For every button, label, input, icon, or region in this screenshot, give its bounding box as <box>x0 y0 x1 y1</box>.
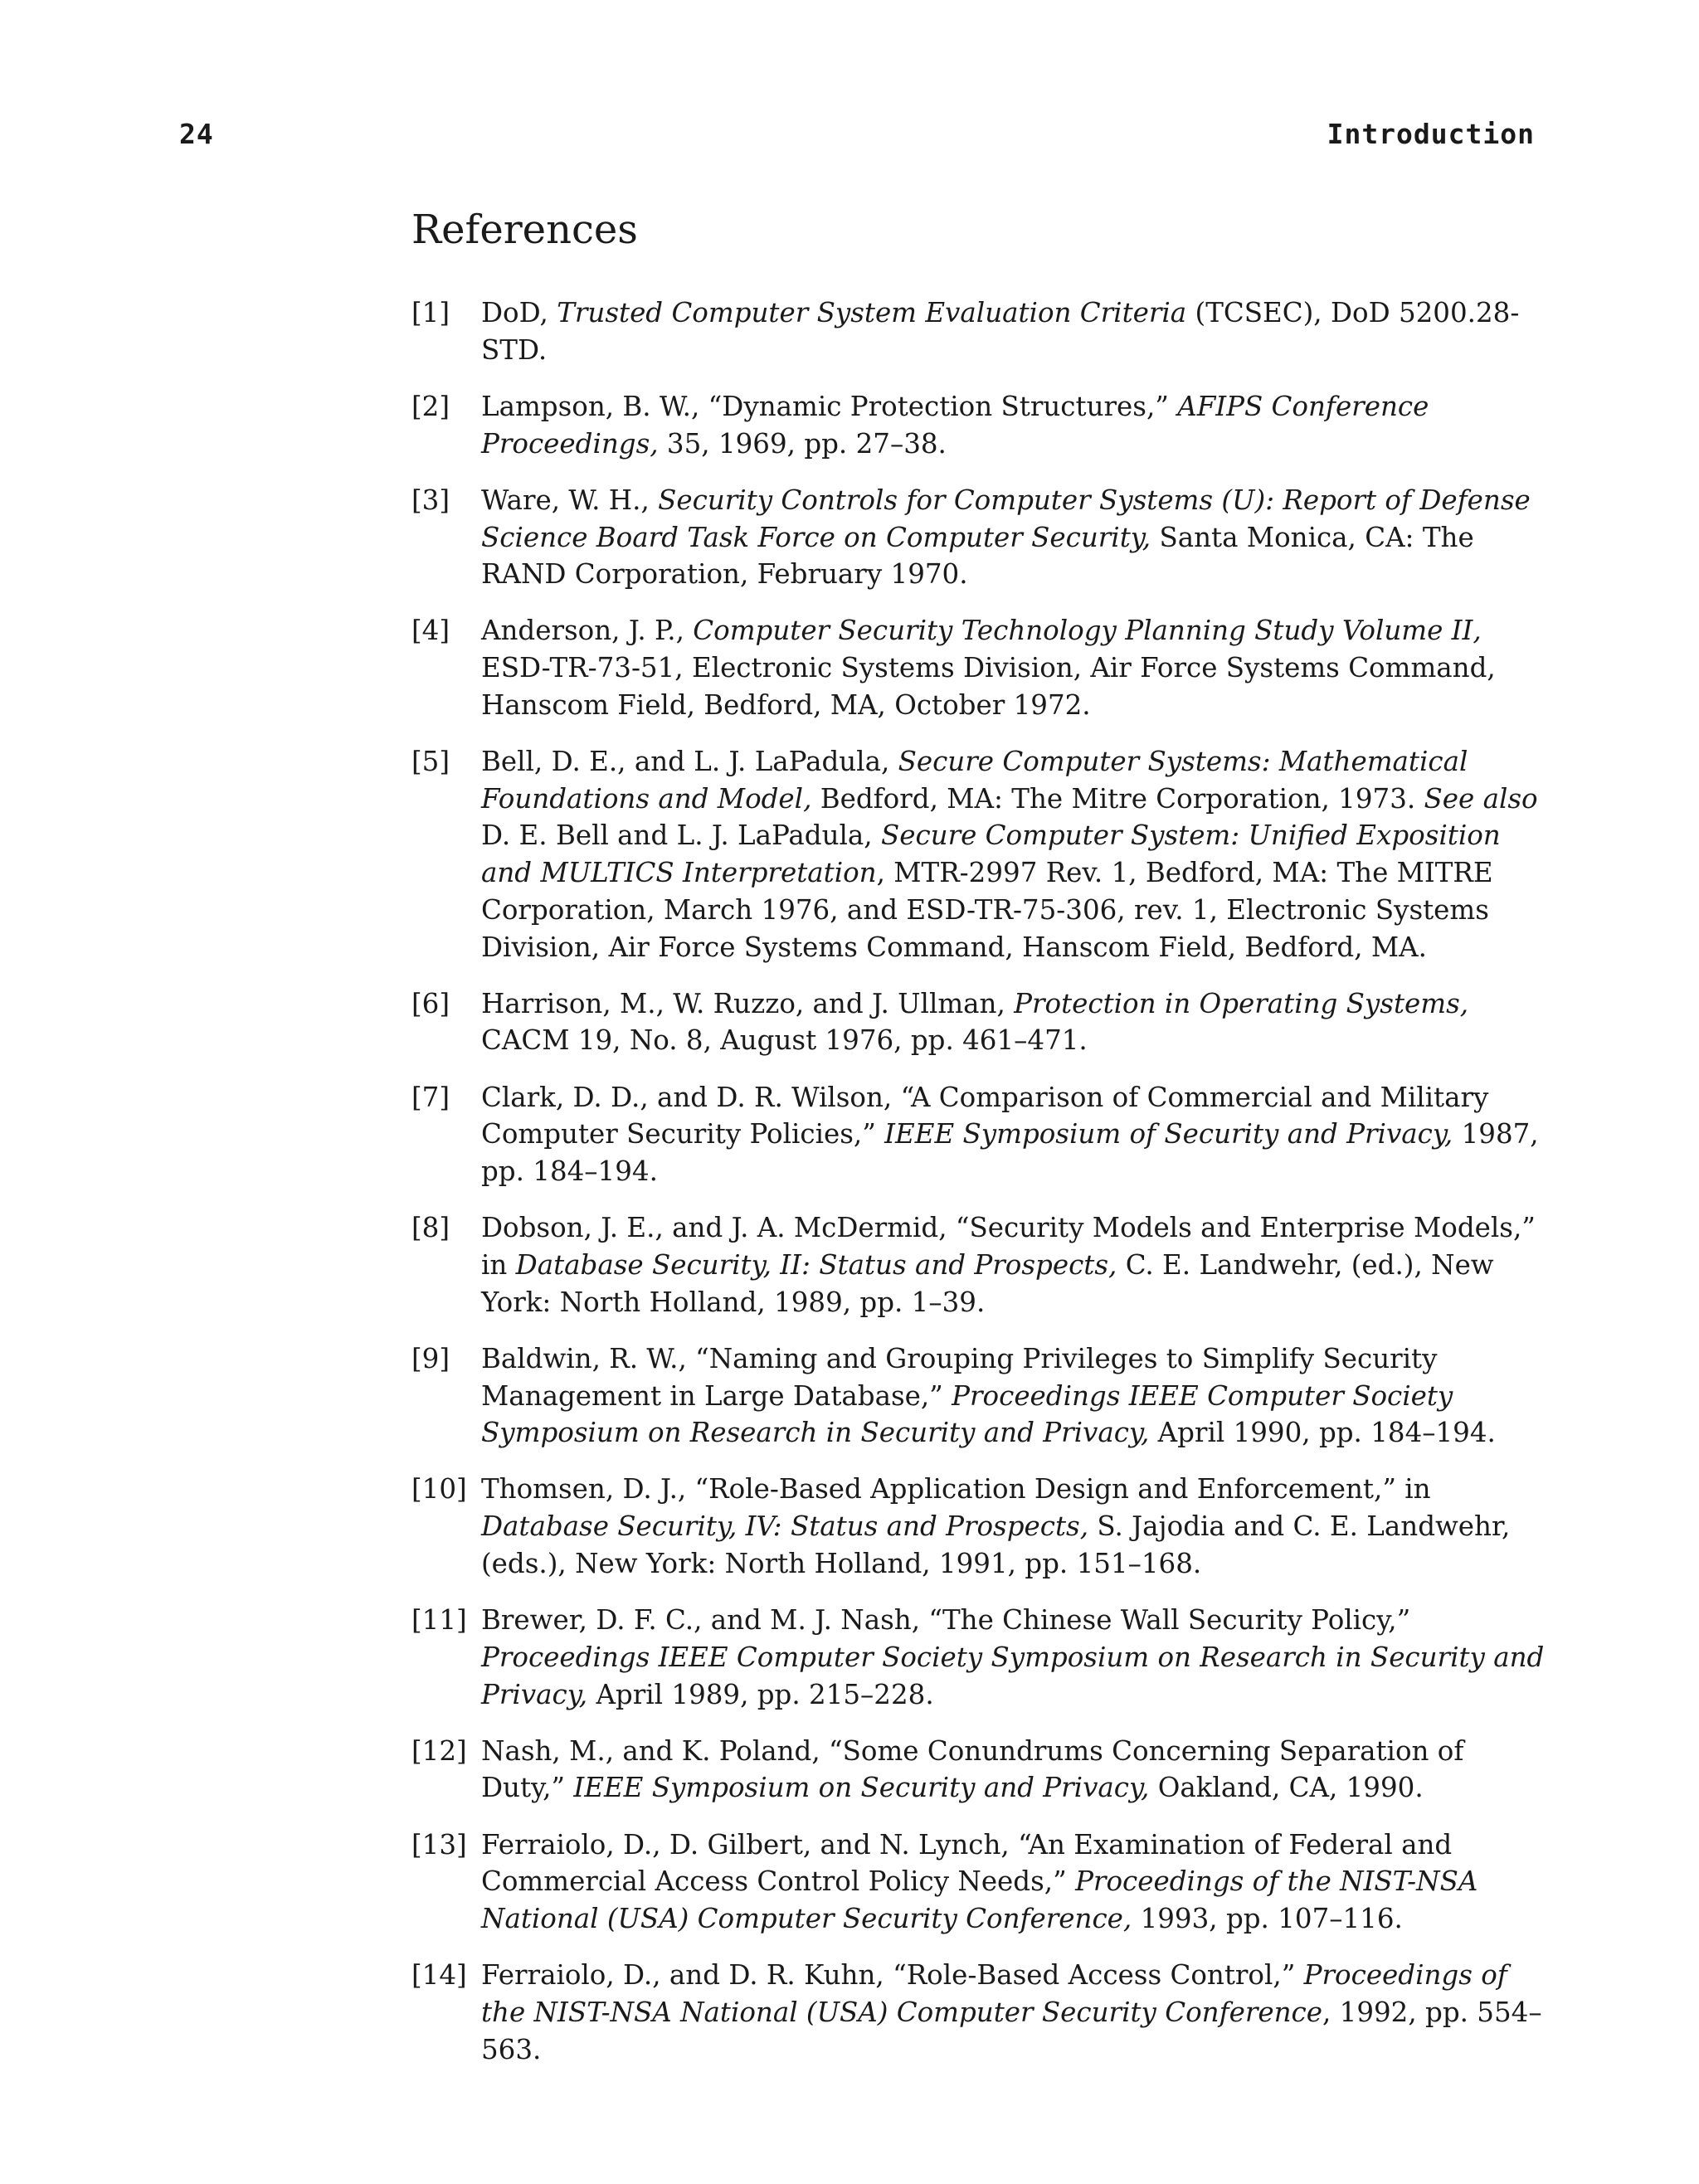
reference-text-segment: April 1989, pp. 215–228. <box>587 1678 934 1710</box>
reference-text-segment: 35, 1969, pp. 27–38. <box>658 427 947 460</box>
reference-entry <box>411 294 1548 368</box>
reference-number: [5] <box>411 746 450 778</box>
reference-text <box>481 612 1548 723</box>
reference-text <box>481 294 1548 368</box>
reference-number: [3] <box>411 484 450 516</box>
reference-entry <box>411 612 1548 723</box>
reference-text <box>481 1209 1548 1321</box>
reference-entry <box>411 985 1548 1059</box>
page-number: 24 <box>179 118 214 150</box>
reference-text-segment: S. Jajodia and C. E. Landwehr, (eds.), New York: North Holland, 1991, pp. 151–168. <box>481 1510 1511 1579</box>
reference-number: [7] <box>411 1081 450 1113</box>
reference-text-segment: , 1992, pp. 554–563. <box>481 1996 1542 2065</box>
reference-entry <box>411 1209 1548 1321</box>
reference-number: [9] <box>411 1342 450 1374</box>
reference-text-segment: (TCSEC), DoD 5200.28-STD. <box>481 297 1520 366</box>
reference-text-segment: Baldwin, R. W., “Naming and Grouping Privileges to Simplify Security Management in Large Database,” <box>481 1342 1438 1412</box>
reference-number: [8] <box>411 1212 450 1244</box>
reference-title-italic: Secure Computer Systems: Mathematical Foundations and Model, <box>481 746 1468 815</box>
reference-text <box>481 1957 1548 2068</box>
reference-entry <box>411 1079 1548 1190</box>
reference-text-segment: Santa Monica, CA: The RAND Corporation, February 1970. <box>481 521 1474 591</box>
reference-text-segment: Oakland, CA, 1990. <box>1149 1772 1424 1804</box>
reference-text-segment: Harrison, M., W. Ruzzo, and J. Ullman, <box>481 987 1015 1019</box>
running-title: Introduction <box>1327 118 1535 150</box>
reference-title-italic: Protection in Operating Systems, <box>1014 987 1469 1019</box>
reference-text-segment: Bedford, MA: The Mitre Corporation, 1973. <box>811 782 1424 815</box>
reference-entry <box>411 1471 1548 1582</box>
reference-title-italic: Secure Computer System: Unified Exposition and MULTICS Interpretation <box>481 820 1501 889</box>
reference-text-segment: CACM 19, No. 8, August 1976, pp. 461–471. <box>481 1024 1088 1057</box>
running-head <box>179 118 1535 154</box>
reference-title-italic: IEEE Symposium of Security and Privacy, <box>884 1118 1453 1150</box>
section-title: References <box>411 207 638 253</box>
reference-title-italic: See also <box>1424 782 1538 815</box>
reference-text-segment: 1987, pp. 184–194. <box>481 1118 1539 1188</box>
reference-text <box>481 388 1548 462</box>
reference-text <box>481 1826 1548 1938</box>
reference-entry <box>411 1602 1548 1713</box>
reference-text <box>481 1471 1548 1582</box>
reference-number: [4] <box>411 615 450 647</box>
reference-text-segment: Clark, D. D., and D. R. Wilson, “A Comparison of Commercial and Military Computer Security Policies,” <box>481 1081 1489 1150</box>
reference-title-italic: Trusted Computer System Evaluation Criteria <box>557 297 1187 328</box>
reference-text <box>481 1079 1548 1190</box>
reference-entry <box>411 743 1548 966</box>
reference-entry <box>411 1733 1548 1807</box>
reference-text-segment: D. E. Bell and L. J. LaPadula, <box>481 820 881 852</box>
reference-text-segment: , MTR-2997 Rev. 1, Bedford, MA: The MITRE Corporation, March 1976, and ESD-TR-75-306, rev. 1, Electronic Systems Division, Air Force Systems Command, Hanscom Field, Bedford, MA. <box>481 857 1493 963</box>
reference-text-segment: DoD, <box>481 297 557 328</box>
reference-number: [12] <box>411 1734 467 1767</box>
reference-number: [2] <box>411 390 450 422</box>
reference-text-segment: Anderson, J. P., <box>481 615 694 647</box>
reference-text-segment: Bell, D. E., and L. J. LaPadula, <box>481 746 898 778</box>
reference-title-italic: Proceedings of the NIST-NSA National (USA) Computer Security Conference <box>481 1959 1507 2028</box>
reference-entry <box>411 482 1548 593</box>
reference-title-italic: IEEE Symposium on Security and Privacy, <box>573 1772 1150 1804</box>
reference-entry <box>411 388 1548 462</box>
reference-text-segment: Nash, M., and K. Poland, “Some Conundrums Concerning Separation of Duty,” <box>481 1734 1464 1804</box>
reference-entry <box>411 1340 1548 1452</box>
reference-text-segment: Ferraiolo, D., D. Gilbert, and N. Lynch, “An Examination of Federal and Commercial Access Control Policy Needs,” <box>481 1828 1453 1898</box>
reference-number: [1] <box>411 297 450 328</box>
reference-text-segment: C. E. Landwehr, (ed.), New York: North Holland, 1989, pp. 1–39. <box>481 1248 1494 1318</box>
reference-text-segment: ESD-TR-73-51, Electronic Systems Division, Air Force Systems Command, Hanscom Field, Bedford, MA, October 1972. <box>481 652 1496 721</box>
reference-text <box>481 985 1548 1059</box>
reference-title-italic: Security Controls for Computer Systems (U): Report of Defense Science Board Task Force on Computer Security, <box>481 484 1531 553</box>
reference-title-italic: Proceedings IEEE Computer Society Symposium on Research in Security and Privacy, <box>481 1641 1545 1710</box>
reference-text-segment: Ware, W. H., <box>481 484 659 516</box>
reference-text <box>481 1340 1548 1452</box>
reference-title-italic: Proceedings of the NIST-NSA National (USA) Computer Security Conference, <box>481 1865 1478 1935</box>
reference-text <box>481 1602 1548 1713</box>
reference-number: [14] <box>411 1959 467 1992</box>
reference-entry <box>411 1957 1548 2068</box>
reference-text-segment: April 1990, pp. 184–194. <box>1149 1417 1496 1449</box>
reference-text <box>481 1733 1548 1807</box>
reference-text-segment: Ferraiolo, D., and D. R. Kuhn, “Role-Based Access Control,” <box>481 1959 1304 1992</box>
reference-title-italic: AFIPS Conference Proceedings, <box>481 390 1429 460</box>
reference-number: [13] <box>411 1828 467 1861</box>
reference-number: [6] <box>411 987 450 1019</box>
reference-text <box>481 482 1548 593</box>
reference-title-italic: Database Security, IV: Status and Prospects, <box>481 1510 1089 1543</box>
reference-entry <box>411 1826 1548 1938</box>
reference-title-italic: Computer Security Technology Planning Study Volume II, <box>693 615 1482 647</box>
reference-list <box>411 294 1548 2088</box>
reference-text <box>481 743 1548 966</box>
reference-title-italic: Database Security, II: Status and Prospects, <box>515 1248 1117 1281</box>
reference-text-segment: Thomsen, D. J., “Role-Based Application Design and Enforcement,” in <box>481 1473 1431 1505</box>
reference-number: [10] <box>411 1473 467 1505</box>
reference-text-segment: Brewer, D. F. C., and M. J. Nash, “The Chinese Wall Security Policy,” <box>481 1604 1411 1637</box>
reference-title-italic: Proceedings IEEE Computer Society Symposium on Research in Security and Privacy, <box>481 1379 1453 1449</box>
reference-text-segment: 1993, pp. 107–116. <box>1132 1903 1403 1935</box>
reference-text-segment: Lampson, B. W., “Dynamic Protection Structures,” <box>481 390 1178 422</box>
reference-text-segment: Dobson, J. E., and J. A. McDermid, “Security Models and Enterprise Models,” in <box>481 1212 1536 1281</box>
reference-number: [11] <box>411 1604 467 1637</box>
